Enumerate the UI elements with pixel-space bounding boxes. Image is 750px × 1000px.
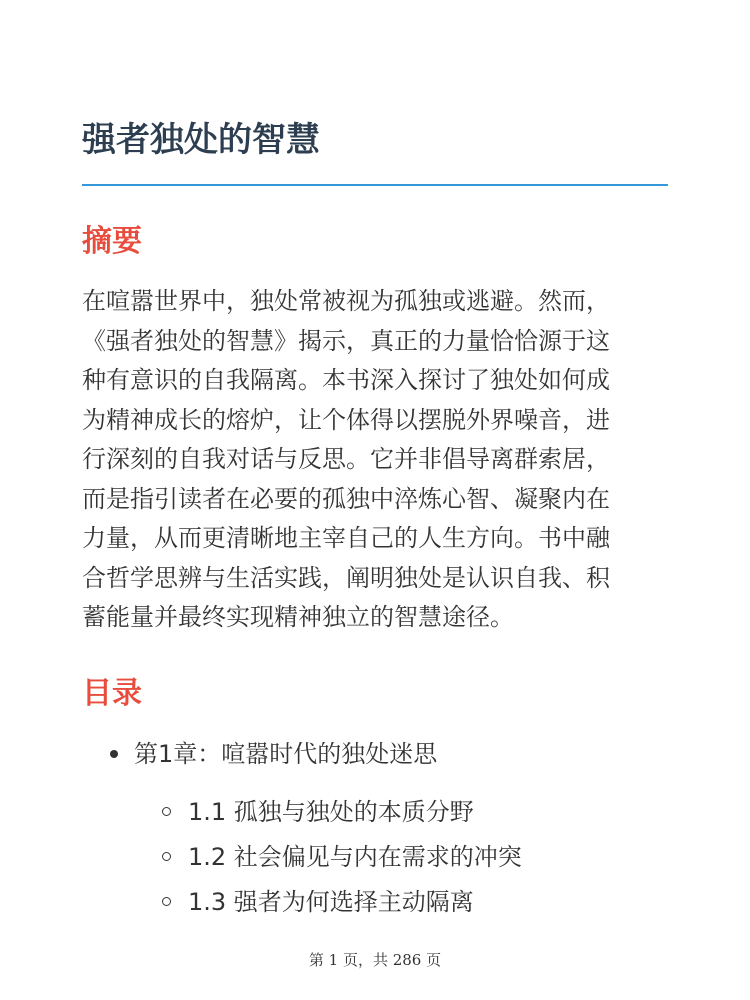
bullet-disc-icon — [110, 750, 118, 758]
toc-section-item — [162, 839, 522, 875]
abstract-heading: 摘要 — [82, 224, 142, 259]
abstract-line: 力量，从而更清晰地主宰自己的人生方向。书中融 — [82, 524, 610, 552]
toc-chapter-label: 第1章：喧嚣时代的独处迷思 — [134, 740, 438, 768]
abstract-line: 《强者独处的智慧》揭示，真正的力量恰恰源于这 — [82, 326, 610, 355]
toc-section-item — [162, 884, 474, 920]
toc-section-label: 1.2 社会偏见与内在需求的冲突 — [188, 843, 522, 871]
abstract-line: 合哲学思辨与生活实践，阐明独处是认识自我、积 — [82, 563, 610, 592]
abstract-line: 行深刻的自我对话与反思。它并非倡导离群索居， — [82, 445, 610, 473]
toc-section-item — [162, 794, 474, 830]
page-number-footer: 第 1 页，共 286 页 — [308, 951, 442, 969]
abstract-line: 蓄能量并最终实现精神独立的智慧途径。 — [82, 603, 514, 631]
abstract-line: 而是指引读者在必要的孤独中淬炼心智、凝聚内在 — [82, 484, 610, 513]
book-title: 强者独处的智慧 — [82, 120, 320, 160]
toc-heading: 目录 — [82, 676, 142, 711]
abstract-line: 在喧嚣世界中，独处常被视为孤独或逃避。然而， — [82, 287, 610, 315]
toc-section-label: 1.3 强者为何选择主动隔离 — [188, 888, 474, 916]
toc-section-label: 1.1 孤独与独处的本质分野 — [188, 798, 474, 826]
abstract-paragraph — [82, 282, 672, 638]
abstract-line: 为精神成长的熔炉，让个体得以摆脱外界噪音，进 — [82, 405, 610, 434]
toc-chapter-item — [110, 736, 437, 772]
title-divider — [82, 184, 668, 186]
bullet-circle-icon — [162, 807, 171, 816]
abstract-line: 种有意识的自我隔离。本书深入探讨了独处如何成 — [82, 366, 610, 394]
bullet-circle-icon — [162, 897, 171, 906]
bullet-circle-icon — [162, 852, 171, 861]
